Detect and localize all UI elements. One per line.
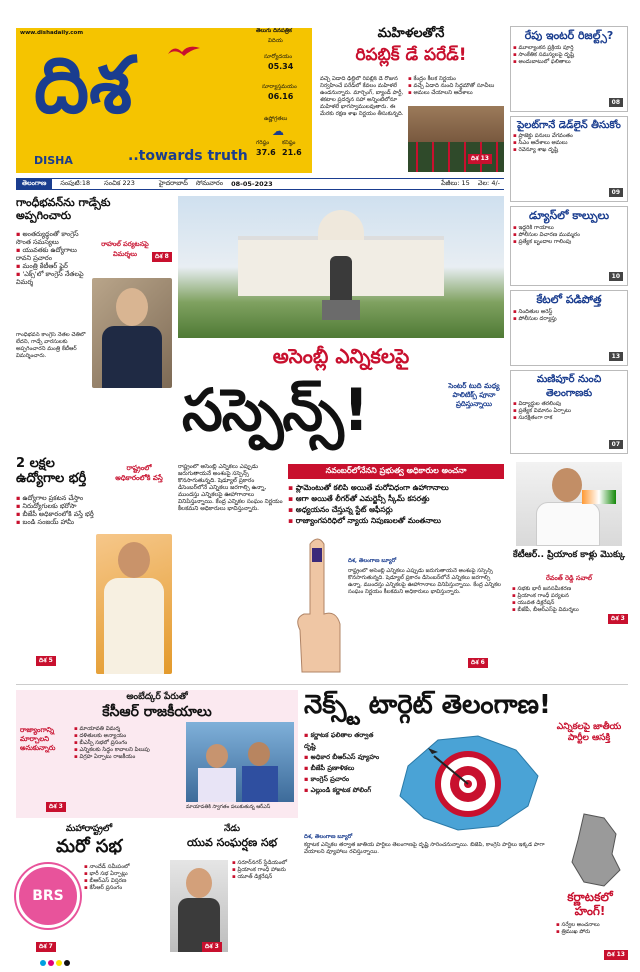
jobs-quote: రాష్ట్రంలో అధికారంలోకి వస్తే	[115, 464, 163, 482]
list-item: ▪ బీఆర్ఎస్ విస్తరణ	[84, 878, 162, 885]
list-item: ▪ సర్వేల అంచనాలు	[556, 922, 626, 929]
min-label: కనిష్ఠం	[282, 140, 296, 146]
youth-headline: యువ సంఘర్షణ సభ	[187, 836, 277, 849]
list-item: ▪ పోలీసుల దర్యాప్తు	[513, 316, 625, 323]
list-item: ▪ త్రిముఖ పోరు	[556, 929, 626, 936]
sidebar-box	[510, 116, 628, 202]
page-ref-tag: దిశ 13	[468, 154, 492, 164]
sidebar-headline: మణిపూర్ నుంచి తెలంగాణకు	[536, 374, 602, 399]
lead-body: రాష్ట్రంలో అసెంబ్లీ ఎన్నికలు ఎప్పుడు జరుగుతాయనే అంశంపై సస్పెన్స్ కొనసాగుతున్నది. షెడ్యూల్ ప్రకారం డిసెంబర్‌లోనే ఎన్నికలు జరగాల్సి ఉన్నా, ముందస్తు ఎన్నికలపై ఊహాగానాలు వినిపిస్తున్నాయి. కేంద్ర ఎన్నికల సంఘం నిర్ణయం కీలకమని అధికారులు భావిస్తున్నారు.	[348, 568, 501, 595]
cloud-icon: ☁	[272, 124, 284, 138]
list-item: ▪ రెవెన్యూ శాఖ దృష్టి	[513, 147, 625, 154]
list-item: ▪ సాంకేతిక సమస్యలపై దృష్టి	[513, 52, 625, 59]
masthead-url: www.dishadaily.com	[20, 30, 84, 36]
list-item: ▪ ప్రత్యేక విమానం ఏర్పాటు	[513, 408, 625, 415]
list-item: ▪ అందుబాటులో ఫలితాలు	[513, 59, 625, 66]
ambedkar-story	[16, 690, 298, 818]
lead-bullets	[288, 482, 504, 526]
revanth-bullets	[512, 586, 612, 614]
right-sidebar	[510, 26, 628, 454]
sidebar-box	[510, 26, 628, 112]
list-item: ▪ కర్ణాటక ఫలితాల తర్వాత దృష్టి	[304, 730, 384, 752]
issue-date: 08-05-2023	[231, 180, 273, 188]
next-target-headline: నెక్స్ట్ టార్గెట్ తెలంగాణ!	[304, 690, 551, 720]
print-registration-marks	[40, 960, 70, 966]
list-item: ▪ మాయావతి విమర్శ	[74, 726, 184, 733]
info-bar	[16, 178, 504, 190]
list-item: ▪ సీఎం ఆదేశాలు అమలు	[513, 140, 625, 147]
ktr-headline: గాంధీభవన్‌ను గాడ్సేకు అప్పగించారు	[16, 196, 111, 222]
bandi-photo	[96, 534, 172, 674]
list-item: ▪ యువత డిక్లరేషన్	[512, 600, 612, 607]
jobs-headline: 2 లక్షల ఉద్యోగాల భర్తీ	[16, 456, 87, 486]
list-item: ▪ యూత్ డిక్లరేషన్	[232, 874, 298, 881]
list-item: ▪ వచ్చే ఏడాది నుంచి సిద్ధమౌతో సూచీలు	[408, 83, 504, 90]
list-item: ▪ బండి సంజయ్ హామీ	[16, 518, 98, 526]
lead-intro: రాష్ట్రంలో అసెంబ్లీ ఎన్నికలు ఎప్పుడు జరుగుతాయనే అంశంపై సస్పెన్స్ కొనసాగుతున్నది. షెడ్యూల్ ప్రకారం డిసెంబర్‌లోనే ఎన్నికలు జరగాల్సి ఉన్నా, ముందస్తు ఎన్నికలపై ఊహాగానాలు వినిపిస్తున్నాయి. కేంద్ర ఎన్నికల సంఘం నిర్ణయం కీలకమని అధికారులు భావిస్తున్నారు.	[178, 464, 283, 512]
ktr-quote: రాహుల్ పర్యటనపై విమర్శలు	[101, 240, 149, 258]
lead-kicker: అసెంబ్లీ ఎన్నికలపై	[272, 344, 410, 368]
page-ref-tag: దిశ 3	[202, 942, 222, 952]
karnataka-bullets	[556, 922, 626, 936]
top-story-bullets	[408, 76, 504, 97]
revanth-story	[510, 458, 628, 678]
sidebar-headline: పైలట్‌గానే డెడ్‌లైన్ తీసుకోం	[517, 120, 621, 131]
page-ref-tag: దిశ 7	[36, 942, 56, 952]
sunset-label: సూర్యాస్తమయం	[262, 84, 297, 90]
lead-byline: దిశ, తెలంగాణ బ్యూరో	[348, 558, 397, 564]
telangana-map-target-icon	[388, 726, 548, 836]
lead-headline: సస్పెన్స్!	[182, 376, 369, 444]
next-target-byline: దిశ, తెలంగాణ బ్యూరో	[304, 834, 353, 840]
list-item: ▪ నిరుద్యోగులకు భరోసా	[16, 502, 98, 510]
ambedkar-headline-small: అంబేద్కర్ పేరుతో	[126, 692, 188, 702]
page-ref-tag: దిశ 3	[46, 802, 66, 812]
ktr-story	[16, 196, 172, 450]
list-item: ▪ సరూర్‌నగర్ స్టేడియంలో	[232, 860, 298, 867]
list-item: ▪ 'ఎక్స్'లో కాంగ్రెస్ నేతలపై విమర్శ	[16, 270, 86, 286]
list-item: ▪ విద్యార్థుల తరలింపు	[513, 401, 625, 408]
bird-icon	[166, 42, 202, 62]
page-number: 09	[609, 188, 623, 197]
ambedkar-quote: రాజ్యాంగాన్ని మార్చాలని అనుకున్నారు	[20, 726, 56, 752]
city: హైదరాబాద్	[158, 179, 188, 187]
list-item: ▪ సురక్షితంగా రాక	[513, 415, 625, 422]
karnataka-map-icon	[564, 810, 624, 890]
max-value: 37.6	[256, 148, 276, 157]
ambedkar-bullets	[74, 726, 184, 761]
sunrise-value: 05.34	[268, 62, 294, 71]
mayawati-photo	[186, 722, 294, 802]
list-item: ▪ దళితులకు అన్యాయం	[74, 733, 184, 740]
jobs-story	[16, 456, 172, 678]
list-item: ▪ ప్లామెంటుతో కలిపి అయితే మరోవిధంగా ఉహాగానాలు	[288, 482, 504, 493]
revanth-photo	[516, 462, 622, 546]
list-item: ▪ ఆగా అయితే లీగర్‌తో ఎమర్జెన్సీ స్కీమ్ కసరత్తు	[288, 493, 504, 504]
list-item: ▪ బీఎస్పీ సభలో ప్రసంగం	[74, 740, 184, 747]
list-item: ▪ కేసీఆర్ ప్రసంగం	[84, 885, 162, 892]
lead-side-note: సెంటర్ టుది మధ్య పాలిటిక్స్ పూనా ప్రదిస్తున్నాయి	[448, 382, 500, 408]
page-ref-tag: దిశ 5	[36, 656, 56, 666]
priyanka-photo	[170, 860, 228, 952]
page-number: 13	[609, 352, 623, 361]
maharashtra-story	[16, 824, 162, 966]
ktr-bullets	[16, 230, 86, 286]
top-story-headline: రిపబ్లిక్ డే పరేడ్!	[355, 45, 467, 65]
page-ref-tag: దిశ 3	[608, 614, 628, 624]
list-item: ▪ రాజ్యాంగపరిధిలో న్యాయ నిపుణులతో మంతనాలు	[288, 515, 504, 526]
list-item: ▪ ప్రాజెక్టు పనులు వేగవంతం	[513, 133, 625, 140]
section-divider	[16, 684, 628, 685]
list-item: ▪ అధ్యయనం చేస్తున్న స్టేట్ ఆఫీసర్లు	[288, 504, 504, 515]
edition-label: తెలుగు దినపత్రిక	[256, 28, 292, 34]
list-item: ▪ మూల్యాంకన ప్రక్రియ పూర్తి	[513, 45, 625, 52]
list-item: ▪ బీజేపీ అధికారంలోకి వస్తే భర్తీ	[16, 510, 98, 518]
list-item: ▪ సభకు భారీ జనసమీకరణ	[512, 586, 612, 593]
top-story-body: వచ్చే ఏడాది ఢిల్లీలో రిపబ్లిక్ డే రోజున నిర్వహించే పరేడ్‌లో కేవలం మహిళలే ఉండనున్నారు. మార్చింగ్, బ్యాండ్ పార్టీ, శకటాల ప్రదర్శన సహా అన్నింటిలోనూ మహిళలే భాగస్వాములవుతారు. ఈ మేరకు రక్షణ శాఖ నిర్ణయం తీసుకున్నది.	[320, 76, 404, 117]
weekday: సోమవారం	[195, 179, 224, 187]
ambedkar-headline: కేసీఆర్ రాజకీయాలు	[102, 704, 212, 720]
brs-logo	[16, 864, 80, 928]
volume: సంపుటి:18	[60, 179, 91, 187]
voting-finger-icon	[290, 534, 346, 674]
next-target-bullets	[304, 730, 384, 796]
sidebar-box	[510, 290, 628, 366]
sidebar-headline: డ్యూస్‌లో కాల్పులు	[528, 209, 610, 222]
masthead-logo: దిశ	[34, 41, 132, 131]
revanth-caption: కేటీఆర్.. ప్రియాంక కాళ్లు మొక్కు	[513, 550, 625, 560]
list-item: ▪ బీజేపీ, బీఆర్ఎస్‌పై విమర్శలు	[512, 607, 612, 614]
price: వెల: 4/-	[477, 179, 500, 187]
assembly-photo	[178, 196, 504, 338]
page-number: 10	[609, 272, 623, 281]
list-item: ▪ యువతకు ఉద్యోగాలు రావని ప్రచారం	[16, 246, 86, 262]
issue: సంచిక 223	[104, 179, 135, 187]
masthead	[16, 28, 312, 173]
maharashtra-headline: మరో సభ	[56, 836, 122, 857]
list-item: ▪ ఎల్లుండి కర్ణాటక పోలింగ్	[304, 785, 384, 796]
ktr-photo	[92, 278, 172, 388]
list-item: ▪ ప్రియాంక గాంధీ పర్యటన	[512, 593, 612, 600]
list-item: ▪ విగ్రహ ఏర్పాటు రాజకీయం	[74, 754, 184, 761]
lead-story	[178, 196, 504, 678]
top-story-kicker: మహిళలతోనే	[377, 26, 445, 41]
list-item: ▪ పోలీసుల విచారణ ముమ్మరం	[513, 232, 625, 239]
youth-story	[166, 824, 298, 966]
sunrise-label: సూర్యోదయం	[264, 54, 292, 60]
maharashtra-bullets	[84, 864, 162, 892]
top-story	[318, 26, 504, 174]
masthead-brand-en: DISHA	[34, 154, 73, 167]
list-item: ▪ భారీ సభ ఏర్పాట్లు	[84, 871, 162, 878]
youth-kicker: నేడు	[223, 824, 241, 834]
page-ref-tag: దిశ 13	[604, 950, 628, 960]
sunset-value: 06.16	[268, 92, 294, 101]
list-item: ▪ అధికార బీఆర్ఎస్ వ్యూహం	[304, 752, 384, 763]
list-item: ▪ బీజేపీ ప్రణాళికలు	[304, 763, 384, 774]
next-target-body: కర్ణాటక ఎన్నికల తర్వాత జాతీయ పార్టీలు తెలంగాణపై దృష్టి సారించనున్నాయి. బీజేపీ, కాంగ్రెస్ పార్టీలు ఇక్కడ పాగా వేయాలని వ్యూహాలు రచిస్తున్నాయి.	[304, 842, 545, 855]
page-count: పేజీలు: 15	[441, 179, 470, 187]
page-ref-tag: దిశ 8	[152, 252, 172, 262]
list-item: ▪ మంత్రి కేటీఆర్ ఫైర్	[16, 262, 86, 270]
brs-logo-text: BRS	[32, 888, 64, 904]
temp-label: ఉష్ణోగ్రతలు	[264, 116, 288, 122]
list-item: ▪ ఇద్దరికి గాయాలు	[513, 225, 625, 232]
jobs-bullets	[16, 494, 98, 526]
list-item: ▪ కేంద్రం కీలక నిర్ణయం	[408, 76, 504, 83]
list-item: ▪ ప్రియాంక గాంధీ హాజరు	[232, 867, 298, 874]
youth-bullets	[232, 860, 298, 881]
page-ref-tag: దిశ 6	[468, 658, 488, 668]
min-value: 21.6	[282, 148, 302, 157]
list-item: ▪ అంతర్యుద్ధంతో కాంగ్రెస్ సొంత సమస్యలు	[16, 230, 86, 246]
list-item: ▪ నాందేడ్ సమీపంలో	[84, 864, 162, 871]
lead-strap: నవంబర్‌లోనేనని ప్రభుత్వ అధికారుల అంచనా	[288, 464, 504, 479]
revanth-sub: రేవంత్ రెడ్డి సవాల్	[545, 574, 592, 582]
list-item: ▪ నిందితుల అరెస్ట్	[513, 309, 625, 316]
page-number: 08	[609, 98, 623, 107]
page-number: 07	[609, 440, 623, 449]
ktr-body: గాంధీభవన్ కాంగ్రెస్ నేతల చేతిలో లేదని, గాడ్సే వారసులకు అప్పగించారని మంత్రి కేటీఆర్ విమర్శించారు.	[16, 332, 86, 359]
list-item: ▪ ప్రత్యేక బృందాల గాలింపు	[513, 239, 625, 246]
day-label: విదియ	[268, 38, 283, 44]
mayawati-caption: మాయావతికి స్వాగతం పలుకుతున్న ఆర్ఎస్	[186, 804, 271, 810]
list-item: ▪ ఉద్యోగాల ప్రకటన చేస్తాం	[16, 494, 98, 502]
list-item: ▪ కాంగ్రెస్ ప్రచారం	[304, 774, 384, 785]
sidebar-box	[510, 206, 628, 286]
next-target-sub: ఎన్నికలపై జాతీయ పార్టీల ఆసక్తి	[556, 722, 622, 743]
sidebar-headline: కేటలో పడిపోత్త	[536, 293, 602, 306]
sidebar-headline: రేపు ఇంటర్ రిజల్ట్స్?	[524, 29, 614, 42]
maharashtra-kicker: మహారాష్ట్రలో	[65, 824, 113, 834]
karnataka-headline: కర్ణాటకలో హంగ్!	[567, 890, 613, 918]
masthead-tagline: ..towards truth	[128, 148, 248, 164]
list-item: ▪ ఎన్నికలకు సిద్ధం కావాలని పిలుపు	[74, 747, 184, 754]
next-target-story	[304, 690, 628, 966]
sidebar-box	[510, 370, 628, 454]
max-label: గరిష్ఠం	[256, 140, 270, 146]
list-item: ▪ అమలు చేయాలని ఆదేశాలు	[408, 90, 504, 97]
state-label: తెలంగాణ	[16, 179, 52, 189]
